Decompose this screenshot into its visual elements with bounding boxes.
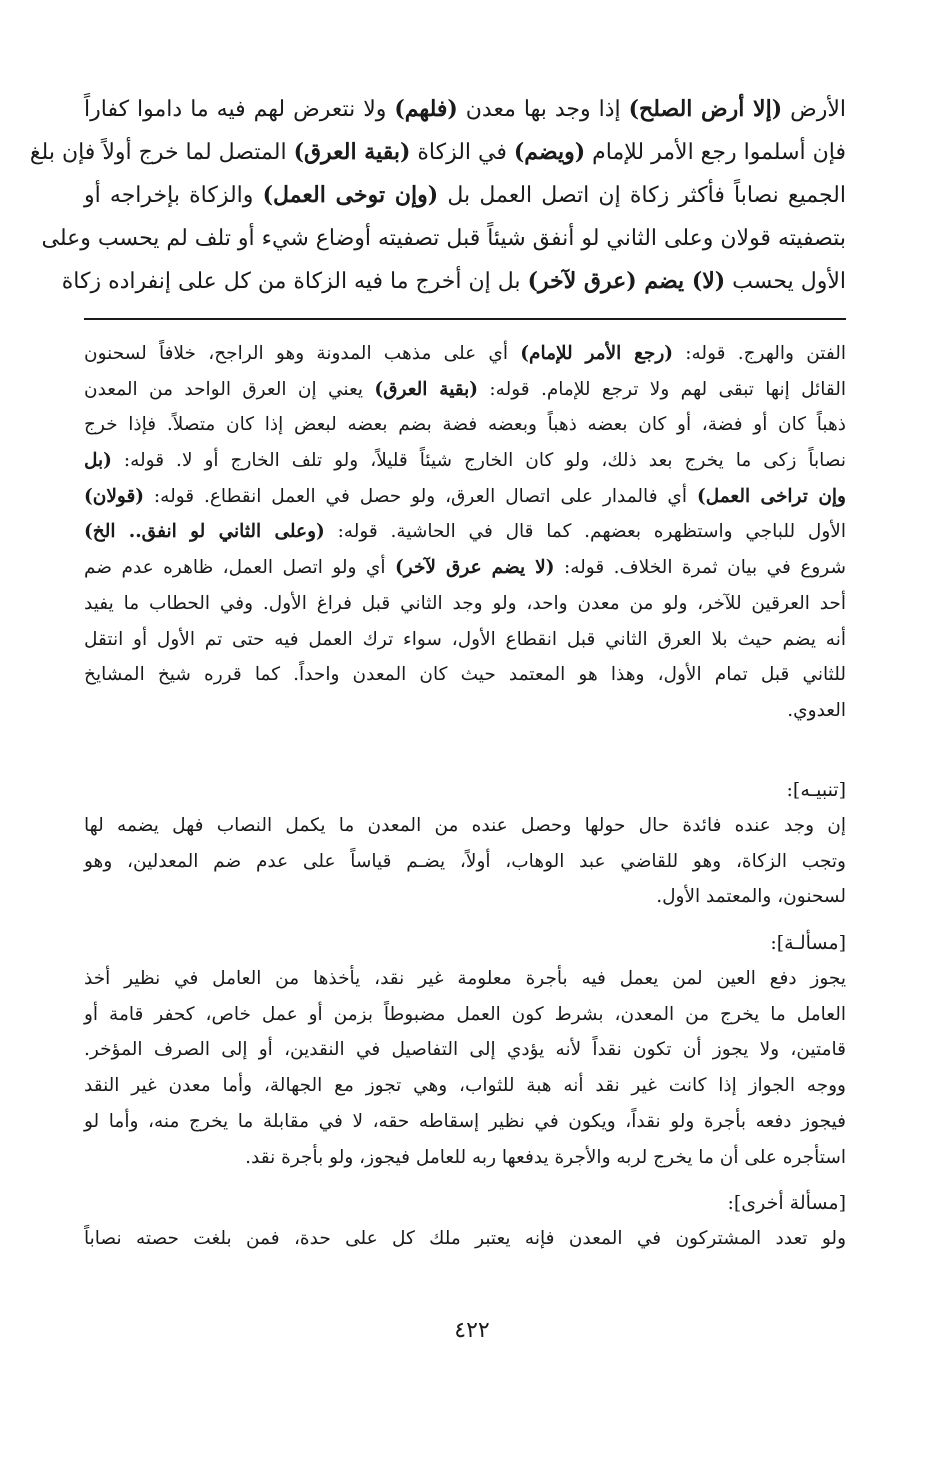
main-line: بتصفيته قولان وعلى الثاني لو أنفق شيئاً قبل تصفيته أوضاع شيء أو تلف لم يحسب وعلى <box>41 226 846 251</box>
footnote-line: ذهباً كان أو فضة، أو كان بعضه ذهباً وبعضه فضة بضم بعضه لبعض إذا كان متصلاً. فإذا خرج <box>84 414 846 436</box>
tanbih-line: إن وجد عنده فائدة حال حولها وحصل عنده من المعدن ما يكمل النصاب فهل يضمه لها <box>84 815 846 836</box>
masala-ukhra-line: ولو تعدد المشتركون في المعدن فإنه يعتبر ملك كل على حدة، فمن بلغت حصته نصاباً <box>84 1228 846 1250</box>
main-line: الأرض (إلا أرض الصلح) إذا وجد بها معدن (فلهم) ولا نتعرض لهم فيه ما داموا كفاراً <box>84 96 846 122</box>
footnote-line: أحد العرقين للآخر، ولو من معدن واحد، ولو وجد الثاني قبل فراغ الأول. وفي الحطاب ما يفيد <box>84 592 846 614</box>
tanbih-line: وتجب الزكاة، وهو للقاضي عبد الوهاب، أولاً، يضـم قياساً على عدم ضم المعدلين، وهو <box>84 850 846 872</box>
main-text <box>29 88 846 303</box>
masala-line: فيجوز دفعه بأجرة ولو نقداً، ويكون في نظير إسقاطه حقه، لا في مقابلة ما يخرج منه، وأما لو <box>84 1110 846 1132</box>
main-line: الجميع نصاباً فأكثر زكاة إن اتصل العمل بل (وإن توخى العمل) والزكاة بإخراجه أو <box>84 182 846 208</box>
masala-line: استأجره على أن ما يخرج لربه والأجرة يدفعها ربه للعامل فيجوز، ولو بأجرة نقد. <box>245 1146 846 1168</box>
footnote-line: العدوي. <box>787 699 846 721</box>
masala-ukhra-heading: [مسألة أخرى]: <box>727 1192 846 1215</box>
masala-line: ووجه الجواز إذا كانت غير نقد أنه هبة للثواب، وهي تجوز مع الجهالة، وأما معدن غير النقد <box>84 1075 846 1097</box>
footnote-line: الأول للباجي واستظهره بعضهم. كما قال في الحاشية. قوله: (وعلى الثاني لو انفق.. الخ) <box>84 521 846 543</box>
footnotes <box>84 336 846 729</box>
masala-line: قامتين، ولا يجوز أن تكون نقداً لأنه يؤدي إلى التفاصيل في النقدين، أو إلى الصرف المؤخر. <box>84 1039 846 1061</box>
footnote-line: أنه يضم حيث بلا العرق الثاني قبل انقطاع الأول، سواء ترك العمل فيه حتى تم الأول أو انتقل <box>84 628 846 650</box>
footnote-line: نصاباً زكى ما يخرج بعد ذلك، ولو كان الخارج شيئاً قليلاً، ولو تلف الخارج أو لا. قوله: (بل <box>84 450 846 472</box>
masala-line: يجوز دفع العين لمن يعمل فيه بأجرة معلومة غير نقد، يأخذها من العامل في نظير أخذ <box>84 968 846 990</box>
page-number: ٤٢٢ <box>454 1318 490 1343</box>
footnote-divider <box>84 318 846 320</box>
footnote-line: وإن تراخى العمل) أي فالمدار على اتصال العرق، ولو حصل في العمل انقطاع. قوله: (قولان) <box>84 485 846 507</box>
footnote-line: الفتن والهرج. قوله: (رجع الأمر للإمام) أي على مذهب المدونة وهو الراجح، خلافاً لسحنون <box>84 343 846 364</box>
tanbih-heading: [تنبيـه]: <box>786 779 846 801</box>
main-line: الأول يحسب (لا) يضم (عرق لآخر) بل إن أخرج ما فيه الزكاة من كل على إنفراده زكاة <box>61 268 846 294</box>
masala-line: العامل ما يخرج من المعدن، بشرط كون العمل مضبوطاً بزمن أو عمل خاص، كحفر قامة أو <box>84 1003 846 1025</box>
footnote-line: القائل إنها تبقى لهم ولا ترجع للإمام. قوله: (بقية العرق) يعني إن العرق الواحد من المعدن <box>84 378 847 400</box>
footnote-line: شروع في بيان ثمرة الخلاف. قوله: (لا يضم عرق لآخر) أي ولو اتصل العمل، ظاهره عدم ضم <box>84 557 846 579</box>
footnote-line: للثاني قبل تمام الأول، وهذا هو المعتمد حيث كان المعدن واحداً. كما قرره شيخ المشايخ <box>84 664 846 686</box>
masala-heading: [مسألـة]: <box>770 932 846 955</box>
notes-section <box>84 772 846 1257</box>
tanbih-line: لسحنون، والمعتمد الأول. <box>656 886 846 908</box>
main-line: فإن أسلموا رجع الأمر للإمام (ويضم) في الزكاة (بقية العرق) المتصل لما خرج أولاً فإن بلغ <box>29 139 846 165</box>
